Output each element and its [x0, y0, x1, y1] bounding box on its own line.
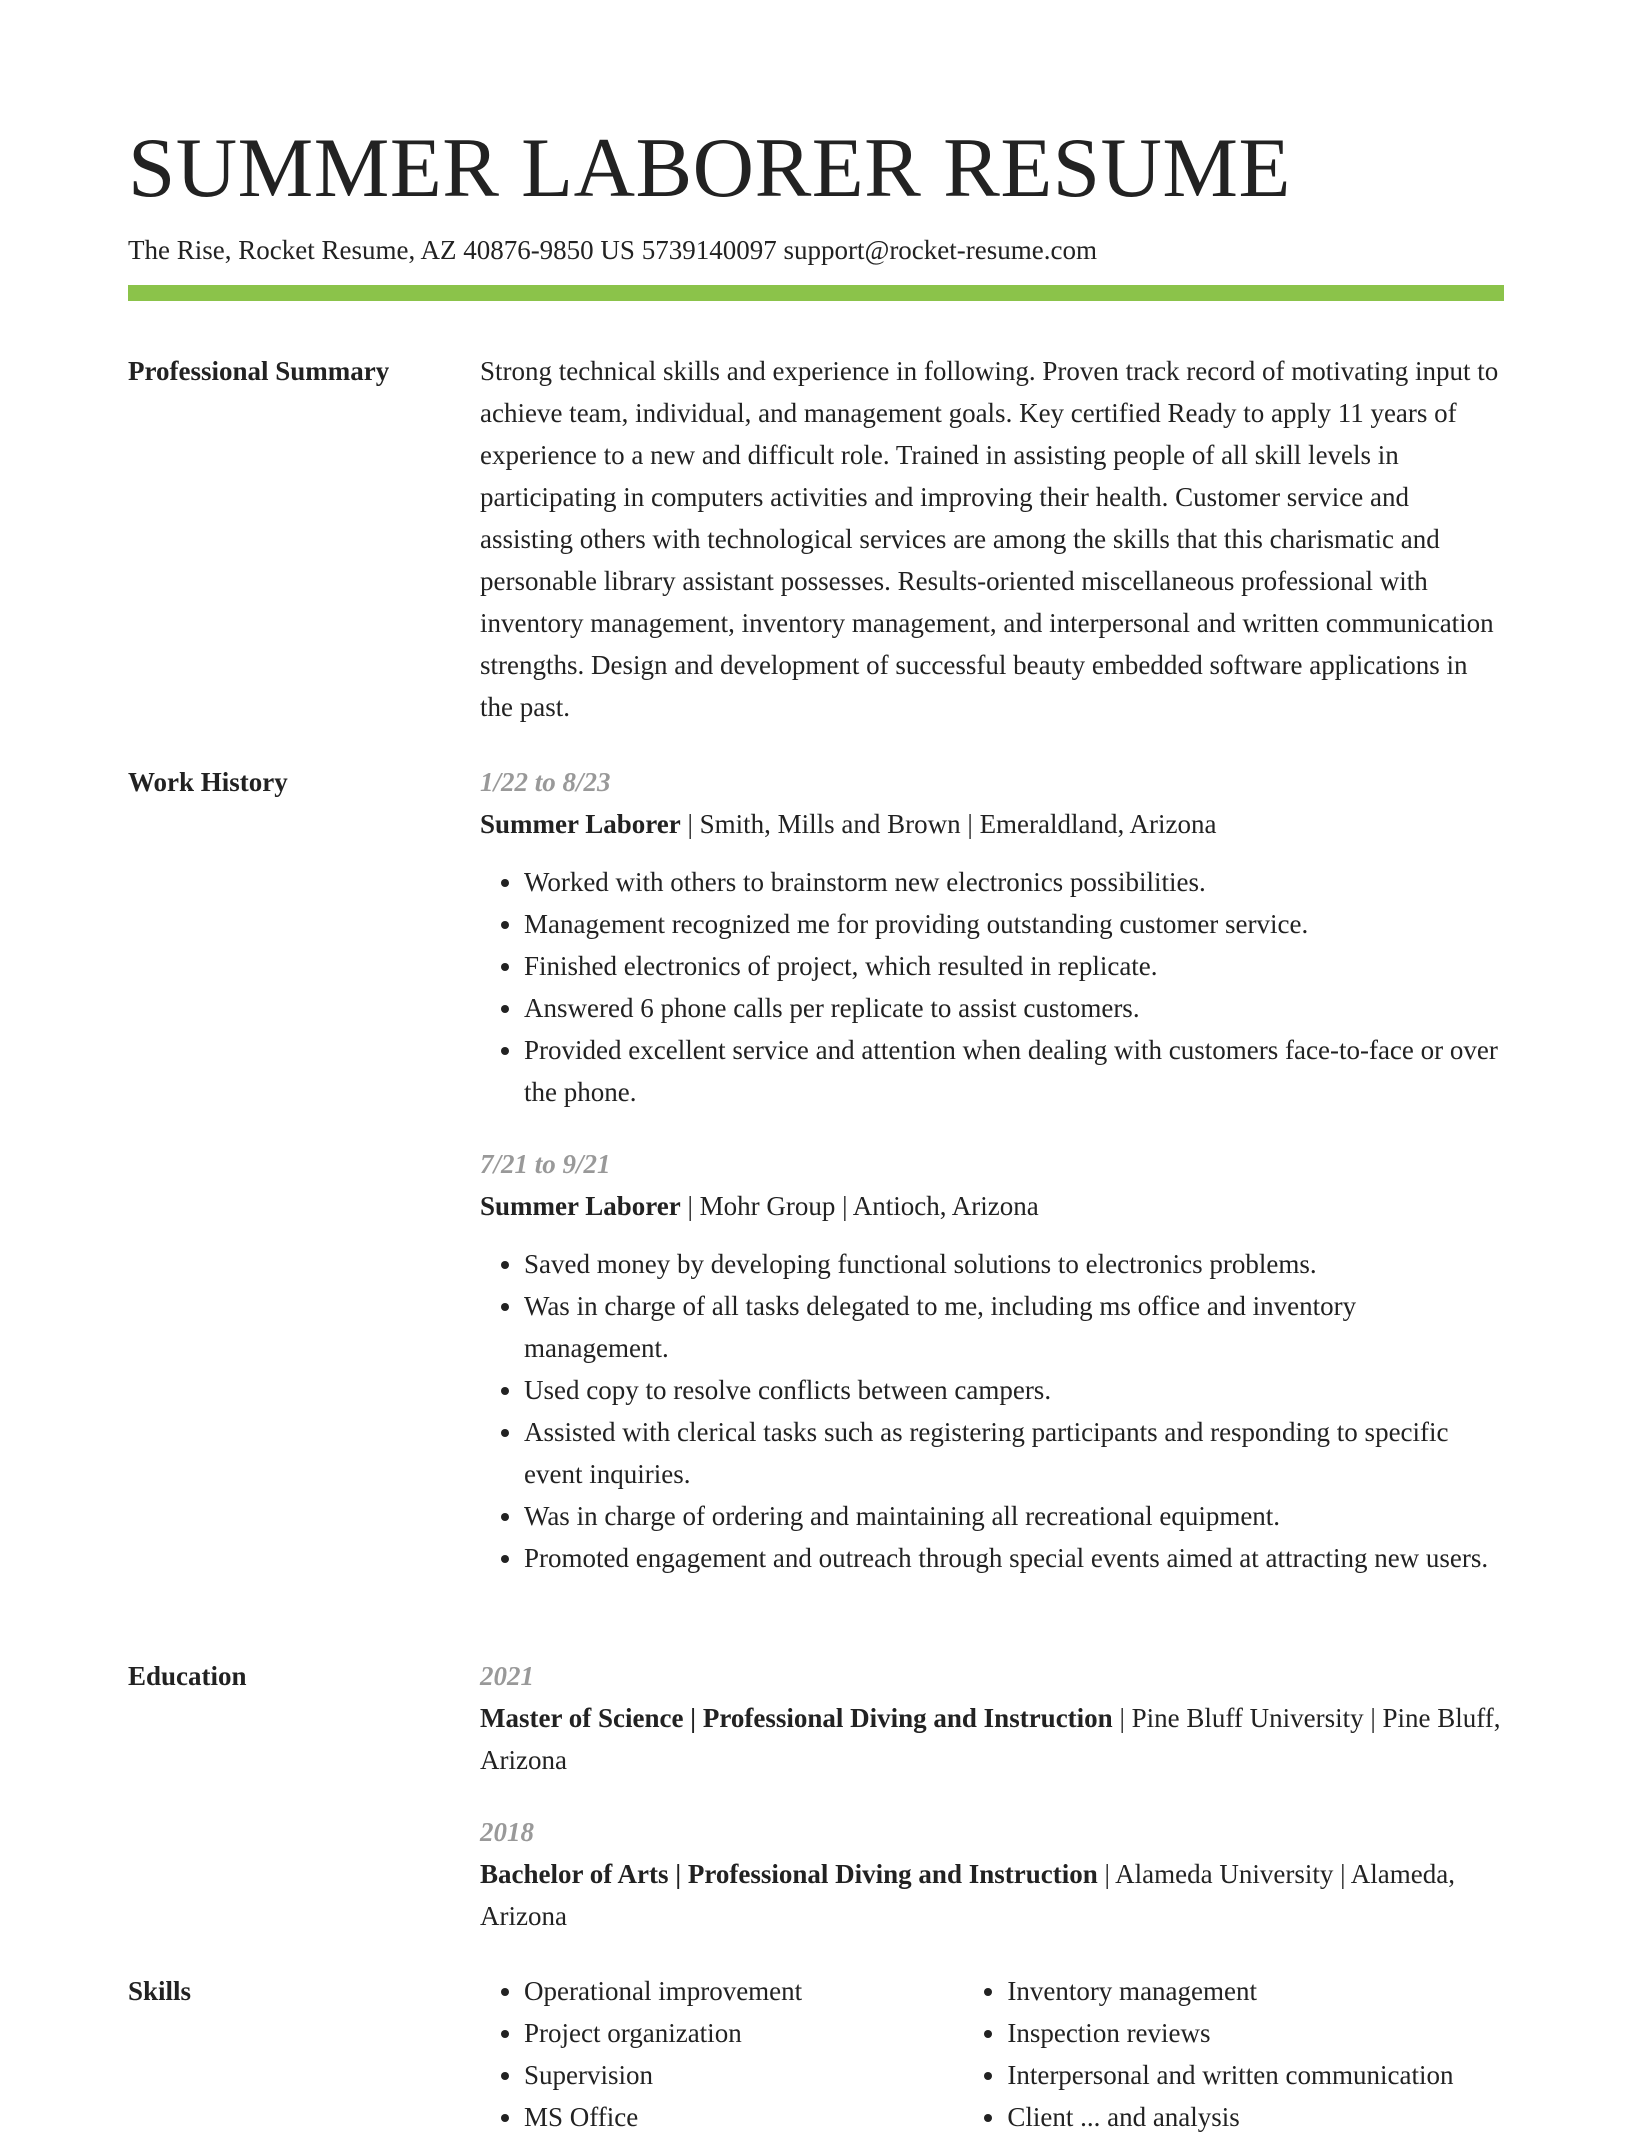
job-entry — [480, 761, 1504, 1113]
education-year: 2018 — [480, 1817, 534, 1847]
job-entry — [480, 1143, 1504, 1579]
job-dates: 1/22 to 8/23 — [480, 767, 611, 797]
list-item: • Inventory management — [1007, 1970, 1504, 2012]
list-item: • Promoted engagement and outreach through special events aimed at attracting new users. — [524, 1537, 1504, 1579]
education-line — [480, 1697, 1504, 1781]
education-year: 2021 — [480, 1661, 534, 1691]
list-item: • Answered 6 phone calls per replicate to assist customers. — [524, 987, 1504, 1029]
list-item: • Supervision — [524, 2054, 963, 2096]
education-heading: Education — [128, 1661, 247, 1691]
skills-list-left — [480, 1970, 963, 2138]
job-bullets — [480, 1243, 1504, 1579]
work-history-body — [480, 761, 1504, 1609]
list-item: • Project organization — [524, 2012, 963, 2054]
list-item: • Used copy to resolve conflicts between campers. — [524, 1369, 1504, 1411]
list-item: • Provided excellent service and attention when dealing with customers face-to-face or over the phone. — [524, 1029, 1504, 1113]
education-line — [480, 1853, 1504, 1937]
list-item: • Worked with others to brainstorm new electronics possibilities. — [524, 861, 1504, 903]
job-bullets — [480, 861, 1504, 1113]
list-item: • MS Office — [524, 2096, 963, 2138]
resume-title: SUMMER LABORER RESUME — [128, 121, 1291, 215]
skills-body — [480, 1970, 1504, 2138]
education-degree: Master of Science | Professional Diving and Instruction — [480, 1703, 1113, 1733]
accent-divider — [128, 285, 1504, 301]
job-dates: 7/21 to 9/21 — [480, 1149, 611, 1179]
job-role-line — [480, 1185, 1504, 1227]
education-body — [480, 1655, 1504, 1967]
job-details: | Smith, Mills and Brown | Emeraldland, Arizona — [680, 809, 1217, 839]
education-entry — [480, 1811, 1504, 1937]
education-details: | Alameda University | Alameda, Arizona — [480, 1859, 1455, 1931]
list-item: • Was in charge of ordering and maintaining all recreational equipment. — [524, 1495, 1504, 1537]
skills-columns — [480, 1970, 1504, 2138]
list-item: • Operational improvement — [524, 1970, 963, 2012]
list-item: • Assisted with clerical tasks such as registering participants and responding to specific event inquiries. — [524, 1411, 1504, 1495]
contact-line: The Rise, Rocket Resume, AZ 40876-9850 US 5739140097 support@rocket-resume.com — [128, 235, 1097, 265]
summary-text: Strong technical skills and experience in following. Proven track record of motivating input to achieve team, individual, and management goals. Key certified Ready to apply 11 years of experience to a new and difficult role. Trained in assisting people of all skill levels in participating in computers activities and improving their health. Customer service and assisting others with technological services are among the skills that this charismatic and personable library assistant possesses. Results-oriented miscellaneous professional with inventory management, inventory management, and interpersonal and written communication strengths. Design and development of successful beauty embedded software applications in the past. — [480, 356, 1499, 722]
education-degree: Bachelor of Arts | Professional Diving and Instruction — [480, 1859, 1098, 1889]
job-details: | Mohr Group | Antioch, Arizona — [680, 1191, 1039, 1221]
skills-heading: Skills — [128, 1976, 192, 2006]
education-entry — [480, 1655, 1504, 1781]
list-item: • Inspection reviews — [1007, 2012, 1504, 2054]
summary-heading: Professional Summary — [128, 356, 390, 386]
list-item: • Client ... and analysis — [1007, 2096, 1504, 2138]
work-history-heading: Work History — [128, 767, 288, 797]
education-details: | Pine Bluff University | Pine Bluff, Arizona — [480, 1703, 1501, 1775]
list-item: • Interpersonal and written communication — [1007, 2054, 1504, 2096]
list-item: • Finished electronics of project, which resulted in replicate. — [524, 945, 1504, 987]
list-item: • Saved money by developing functional solutions to electronics problems. — [524, 1243, 1504, 1285]
list-item: • Management recognized me for providing outstanding customer service. — [524, 903, 1504, 945]
resume-header — [128, 118, 1504, 268]
skills-list-right — [963, 1970, 1504, 2138]
job-title: Summer Laborer — [480, 1191, 681, 1221]
job-role-line — [480, 803, 1504, 845]
list-item: • Was in charge of all tasks delegated to me, including ms office and inventory management. — [524, 1285, 1504, 1369]
summary-body — [480, 350, 1504, 728]
job-title: Summer Laborer — [480, 809, 681, 839]
